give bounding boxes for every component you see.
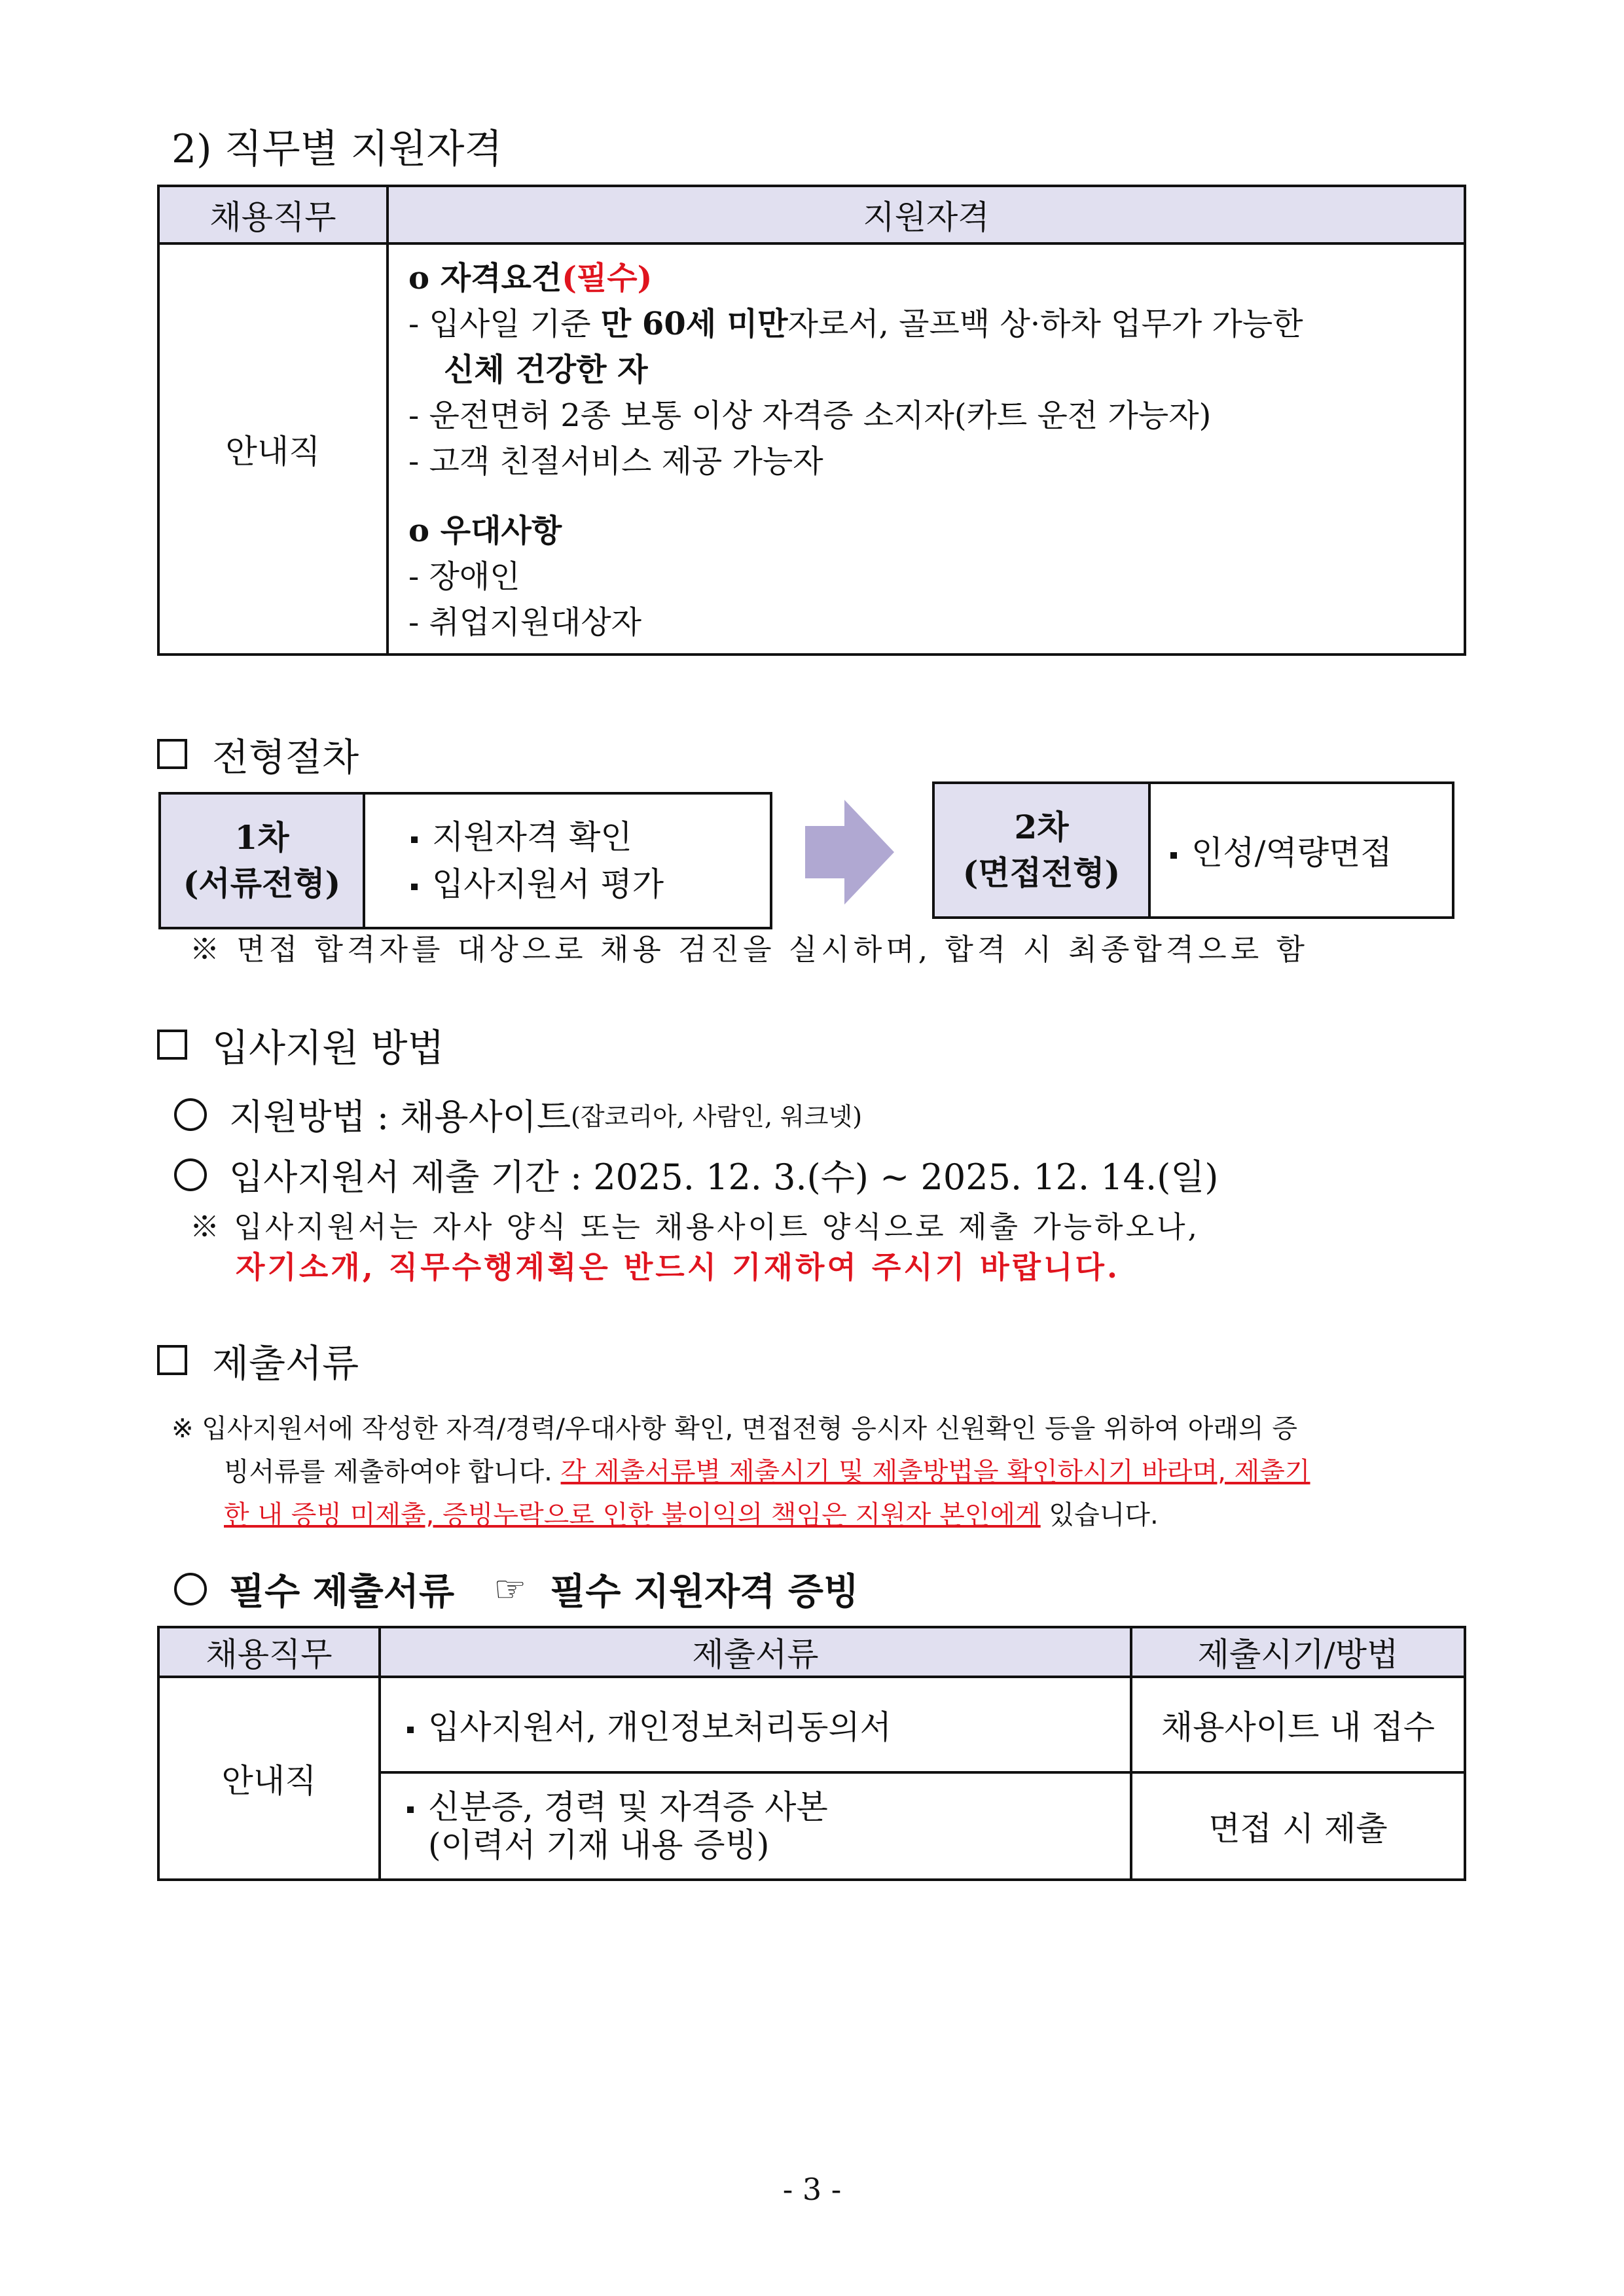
pref-heading: o 우대사항	[408, 512, 562, 549]
header-job: 채용직무	[158, 1627, 380, 1677]
job-cell: 안내직	[158, 243, 388, 655]
procedure-note: ※ 면접 합격자를 대상으로 채용 검진을 실시하며, 합격 시 최종합격으로 함	[190, 932, 1308, 967]
doc-row-2-when: 면접 시 제출	[1131, 1772, 1465, 1880]
step2-item: 인성/역량면접	[1170, 827, 1452, 874]
documents-note-line-3: 한 내 증빙 미제출, 증빙누락으로 인한 불이익의 책임은 지원자 본인에게 있습니다.	[224, 1500, 1159, 1530]
header-qualification: 지원자격	[388, 186, 1465, 243]
circle-bullet-icon	[174, 1573, 207, 1605]
req-item-1-cont: 신체 건강한 자	[444, 351, 648, 388]
pointing-hand-icon: ☞	[494, 1568, 527, 1611]
bullet-icon	[411, 884, 418, 890]
section-procedure	[157, 726, 359, 781]
req-heading: o 자격요건(필수)	[408, 260, 653, 296]
bullet-icon	[407, 1727, 414, 1733]
apply-period: 입사지원서 제출 기간 : 2025. 12. 3.(수) ~ 2025. 12. 14.(일)	[174, 1149, 1219, 1200]
section-documents	[157, 1333, 359, 1388]
documents-note	[171, 1407, 1310, 1537]
qualification-table	[157, 185, 1466, 656]
required-docs-heading: 필수 제출서류 ☞ 필수 지원자격 증빙	[174, 1563, 859, 1615]
bullet-icon	[407, 1806, 414, 1813]
apply-note-2: 자기소개, 직무수행계획은 반드시 기재하여 주시기 바랍니다.	[236, 1249, 1121, 1285]
apply-note-1: ※ 입사지원서는 자사 양식 또는 채용사이트 양식으로 제출 가능하오나,	[190, 1210, 1200, 1244]
documents-table	[157, 1626, 1466, 1881]
circle-bullet-icon	[174, 1098, 207, 1131]
checkbox-icon	[157, 1030, 187, 1060]
doc-row-2: 신분증, 경력 및 자격증 사본 (이력서 기재 내용 증빙)	[380, 1772, 1131, 1880]
page-number: - 3 -	[782, 2172, 842, 2207]
bullet-icon	[411, 836, 418, 843]
checkbox-icon	[157, 739, 187, 769]
step2-items-box	[1148, 781, 1454, 919]
header-documents: 제출서류	[380, 1627, 1131, 1677]
doc-row-1: 입사지원서, 개인정보처리동의서	[380, 1677, 1131, 1772]
qualification-cell	[388, 243, 1465, 655]
section-heading-qualifications	[171, 118, 502, 174]
pref-item-1: - 장애인	[408, 558, 520, 595]
documents-note-line-1: ※ 입사지원서에 작성한 자격/경력/우대사항 확인, 면접전형 응시자 신원확인 등을 위하여 아래의 증	[171, 1414, 1298, 1444]
step1-items-box	[363, 792, 772, 929]
checkbox-icon	[157, 1345, 187, 1375]
apply-title: 입사지원 방법	[212, 1026, 444, 1070]
req-item-3: - 고객 친절서비스 제공 가능자	[408, 443, 823, 480]
step1-item: 입사지원서 평가	[411, 861, 770, 908]
step2-label-box: 2차 (면접전형)	[932, 781, 1151, 919]
step1-item: 지원자격 확인	[411, 814, 770, 861]
step1-label-box: 1차 (서류전형)	[158, 792, 365, 929]
section-heading-text: 2) 직무별 지원자격	[171, 126, 503, 172]
procedure-title: 전형절차	[212, 735, 359, 780]
header-job: 채용직무	[158, 186, 388, 243]
apply-method: 지원방법 : 채용사이트 (잡코리아, 사람인, 워크넷)	[174, 1089, 862, 1139]
req-item-1: - 입사일 기준 만 60세 미만자로서, 골프백 상·하차 업무가 가능한	[408, 306, 1303, 342]
header-when: 제출시기/방법	[1131, 1627, 1465, 1677]
section-apply	[157, 1017, 444, 1072]
documents-note-line-2: 빙서류를 제출하여야 합니다. 각 제출서류별 제출시기 및 제출방법을 확인하시기 바라며, 제출기	[224, 1457, 1310, 1487]
pref-item-2: - 취업지원대상자	[408, 604, 642, 641]
doc-row-1-when: 채용사이트 내 접수	[1131, 1677, 1465, 1772]
bullet-icon	[1170, 852, 1177, 859]
job-cell: 안내직	[158, 1677, 380, 1880]
circle-bullet-icon	[174, 1158, 207, 1191]
right-arrow-icon	[805, 800, 894, 905]
documents-title: 제출서류	[212, 1341, 359, 1386]
req-item-2: - 운전면허 2종 보통 이상 자격증 소지자(카트 운전 가능자)	[408, 397, 1212, 434]
